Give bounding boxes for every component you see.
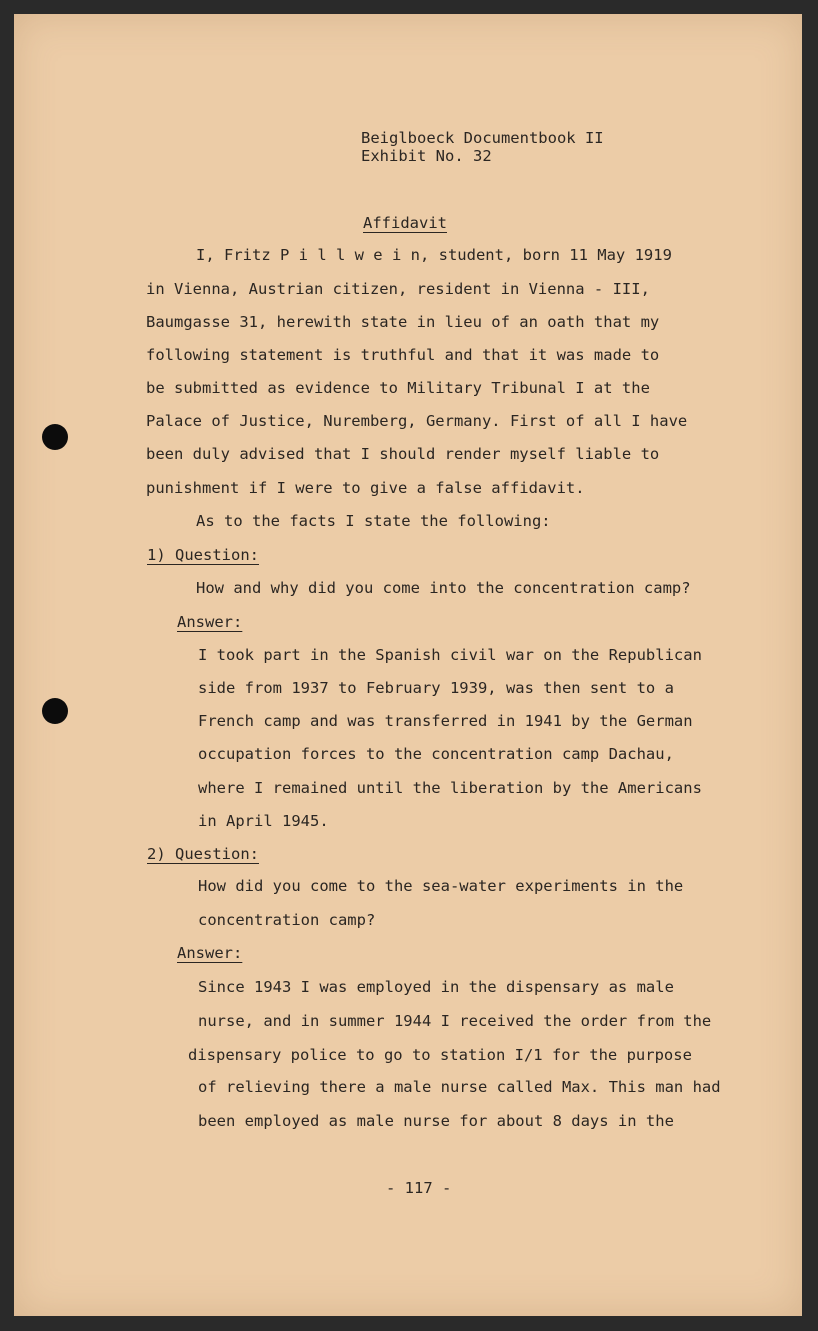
intro-line-2: in Vienna, Austrian citizen, resident in Vienna - III, bbox=[146, 280, 650, 298]
intro-line-9: As to the facts I state the following: bbox=[196, 512, 551, 530]
answer-1-label: Answer: bbox=[177, 613, 243, 631]
answer-2-line-3: dispensary police to go to station I/1 for the purpose bbox=[188, 1046, 692, 1064]
answer-2-label: Answer: bbox=[177, 944, 243, 962]
intro-line-4: following statement is truthful and that it was made to bbox=[146, 346, 660, 364]
answer-2-line-2: nurse, and in summer 1944 I received the order from the bbox=[198, 1012, 712, 1030]
punch-hole-bottom bbox=[42, 698, 68, 724]
documentbook-heading: Beiglboeck Documentbook II bbox=[361, 129, 604, 147]
intro-line-7: been duly advised that I should render myself liable to bbox=[146, 445, 660, 463]
answer-1-line-3: French camp and was transferred in 1941 by the German bbox=[198, 712, 693, 730]
answer-1-line-4: occupation forces to the concentration camp Dachau, bbox=[198, 745, 674, 763]
intro-line-1: I, Fritz P i l l w e i n, student, born 11 May 1919 bbox=[196, 246, 672, 264]
answer-1-line-5: where I remained until the liberation by the Americans bbox=[198, 779, 702, 797]
answer-2-line-1: Since 1943 I was employed in the dispensary as male bbox=[198, 978, 674, 996]
answer-2-line-5: been employed as male nurse for about 8 days in the bbox=[198, 1112, 674, 1130]
intro-line-3: Baumgasse 31, herewith state in lieu of an oath that my bbox=[146, 313, 660, 331]
question-1-text: How and why did you come into the concentration camp? bbox=[196, 579, 691, 597]
answer-1-line-2: side from 1937 to February 1939, was then sent to a bbox=[198, 679, 674, 697]
intro-line-5: be submitted as evidence to Military Tribunal I at the bbox=[146, 379, 650, 397]
document-page bbox=[14, 14, 802, 1316]
answer-1-line-1: I took part in the Spanish civil war on the Republican bbox=[198, 646, 702, 664]
punch-hole-top bbox=[42, 424, 68, 450]
affidavit-title: Affidavit bbox=[363, 214, 447, 232]
page-number: - 117 - bbox=[386, 1179, 452, 1197]
exhibit-number: Exhibit No. 32 bbox=[361, 147, 492, 165]
question-1-label: 1) Question: bbox=[147, 546, 259, 564]
question-2-line-2: concentration camp? bbox=[198, 911, 376, 929]
intro-line-6: Palace of Justice, Nuremberg, Germany. First of all I have bbox=[146, 412, 688, 430]
answer-2-line-4: of relieving there a male nurse called Max. This man had bbox=[198, 1078, 721, 1096]
intro-line-8: punishment if I were to give a false affidavit. bbox=[146, 479, 585, 497]
answer-1-line-6: in April 1945. bbox=[198, 812, 329, 830]
question-2-label: 2) Question: bbox=[147, 845, 259, 863]
question-2-line-1: How did you come to the sea-water experiments in the bbox=[198, 877, 684, 895]
